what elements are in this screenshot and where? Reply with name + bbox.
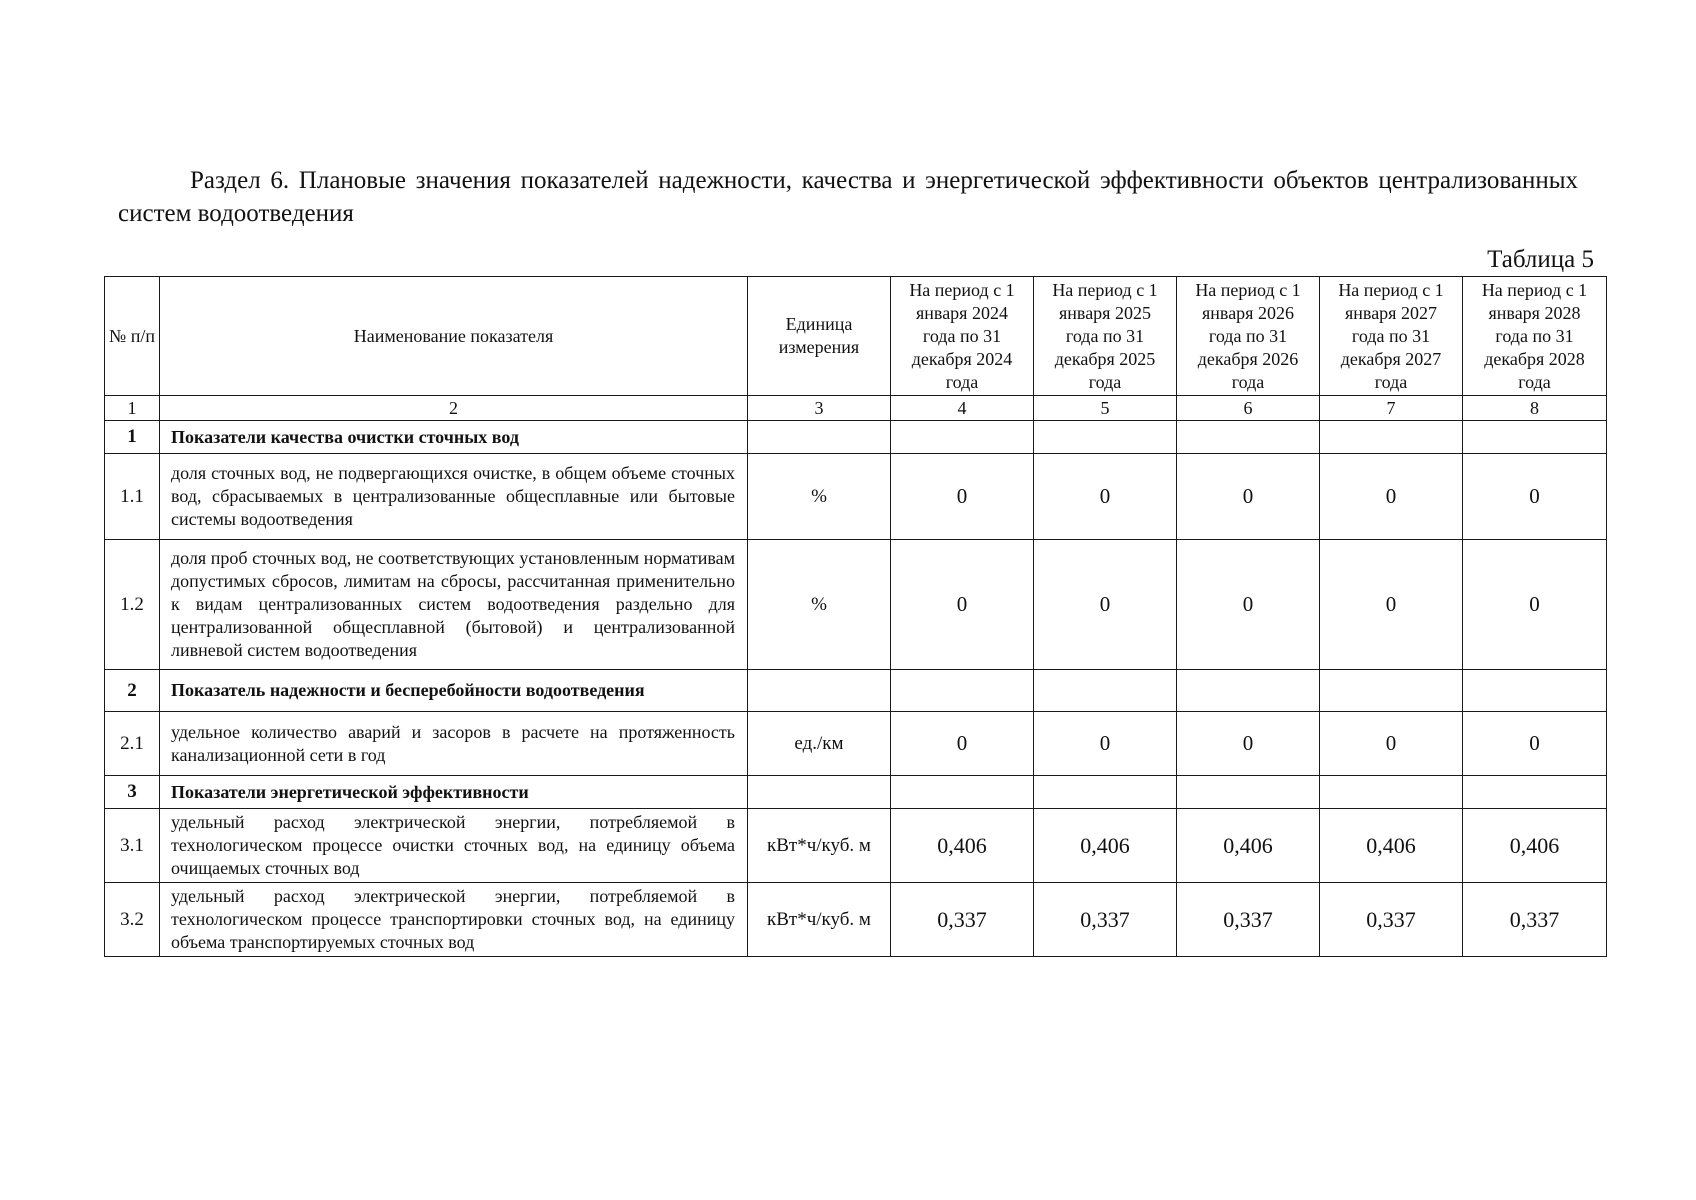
value-cell: 0 bbox=[1034, 540, 1177, 670]
value-cell: 0,337 bbox=[1177, 883, 1320, 957]
value-cell: 0 bbox=[1177, 712, 1320, 776]
section-title: Показатели энергетической эффективности bbox=[160, 776, 748, 809]
section-row bbox=[105, 776, 1607, 809]
table-row bbox=[105, 809, 1607, 883]
value-cell: 0 bbox=[891, 454, 1034, 540]
row-number: 1.2 bbox=[105, 540, 160, 670]
value-cell: 0 bbox=[891, 540, 1034, 670]
indicator-name: доля проб сточных вод, не соответствующих установленным нормативам допустимых сбросов, лимитам на сбросы, рассчитанная применительно к видам централизованных систем водоотведения раздельно для централизованной общесплавной (бытовой) и централизованной ливневой систем водоотведения bbox=[160, 540, 748, 670]
table-row bbox=[105, 712, 1607, 776]
value-cell: 0,406 bbox=[1177, 809, 1320, 883]
section-heading: Раздел 6. Плановые значения показателей надежности, качества и энергетической эффективности объектов централизованных систем водоотведения bbox=[118, 167, 1578, 227]
header-unit: Единица измерения bbox=[748, 277, 891, 396]
header-period-2028: На период с 1 января 2028 года по 31 декабря 2028 года bbox=[1463, 277, 1607, 396]
row-number: 2.1 bbox=[105, 712, 160, 776]
table-row bbox=[105, 454, 1607, 540]
unit-cell: % bbox=[748, 454, 891, 540]
value-cell: 0,406 bbox=[1034, 809, 1177, 883]
table-caption: Таблица 5 bbox=[1487, 246, 1594, 273]
column-number: 4 bbox=[891, 396, 1034, 421]
row-number: 1 bbox=[105, 421, 160, 454]
section-row bbox=[105, 421, 1607, 454]
table-row bbox=[105, 883, 1607, 957]
indicator-name: удельное количество аварий и засоров в расчете на протяженность канализационной сети в год bbox=[160, 712, 748, 776]
row-number: 3 bbox=[105, 776, 160, 809]
column-number-row bbox=[105, 396, 1607, 421]
header-period-2025: На период с 1 января 2025 года по 31 декабря 2025 года bbox=[1034, 277, 1177, 396]
row-number: 2 bbox=[105, 670, 160, 712]
section-title: Показатели качества очистки сточных вод bbox=[160, 421, 748, 454]
value-cell: 0,337 bbox=[1320, 883, 1463, 957]
column-number: 3 bbox=[748, 396, 891, 421]
value-cell: 0,406 bbox=[1320, 809, 1463, 883]
indicator-name: удельный расход электрической энергии, потребляемой в технологическом процессе очистки сточных вод, на единицу объема очищаемых сточных вод bbox=[160, 809, 748, 883]
table-row bbox=[105, 540, 1607, 670]
column-number: 5 bbox=[1034, 396, 1177, 421]
column-number: 6 bbox=[1177, 396, 1320, 421]
section-row bbox=[105, 670, 1607, 712]
value-cell: 0 bbox=[891, 712, 1034, 776]
value-cell: 0 bbox=[1177, 454, 1320, 540]
unit-cell: кВт*ч/куб. м bbox=[748, 883, 891, 957]
section-title: Показатель надежности и бесперебойности водоотведения bbox=[160, 670, 748, 712]
value-cell: 0 bbox=[1463, 712, 1607, 776]
value-cell: 0 bbox=[1177, 540, 1320, 670]
unit-cell: % bbox=[748, 540, 891, 670]
row-number: 3.1 bbox=[105, 809, 160, 883]
row-number: 1.1 bbox=[105, 454, 160, 540]
value-cell: 0 bbox=[1463, 454, 1607, 540]
unit-cell: ед./км bbox=[748, 712, 891, 776]
row-number: 3.2 bbox=[105, 883, 160, 957]
value-cell: 0,337 bbox=[1034, 883, 1177, 957]
value-cell: 0 bbox=[1320, 540, 1463, 670]
value-cell: 0,337 bbox=[1463, 883, 1607, 957]
value-cell: 0 bbox=[1320, 712, 1463, 776]
value-cell: 0 bbox=[1034, 454, 1177, 540]
header-number: № п/п bbox=[105, 277, 160, 396]
value-cell: 0 bbox=[1034, 712, 1177, 776]
value-cell: 0 bbox=[1463, 540, 1607, 670]
header-name: Наименование показателя bbox=[160, 277, 748, 396]
column-number: 7 bbox=[1320, 396, 1463, 421]
indicator-name: удельный расход электрической энергии, потребляемой в технологическом процессе транспортировки сточных вод, на единицу объема транспортируемых сточных вод bbox=[160, 883, 748, 957]
value-cell: 0 bbox=[1320, 454, 1463, 540]
column-number: 2 bbox=[160, 396, 748, 421]
unit-cell: кВт*ч/куб. м bbox=[748, 809, 891, 883]
header-period-2026: На период с 1 января 2026 года по 31 декабря 2026 года bbox=[1177, 277, 1320, 396]
header-period-2024: На период с 1 января 2024 года по 31 декабря 2024 года bbox=[891, 277, 1034, 396]
value-cell: 0,406 bbox=[1463, 809, 1607, 883]
indicator-name: доля сточных вод, не подвергающихся очистке, в общем объеме сточных вод, сбрасываемых в централизованные общесплавные или бытовые системы водоотведения bbox=[160, 454, 748, 540]
indicators-table bbox=[104, 276, 1607, 957]
column-number: 1 bbox=[105, 396, 160, 421]
value-cell: 0,337 bbox=[891, 883, 1034, 957]
value-cell: 0,406 bbox=[891, 809, 1034, 883]
column-number: 8 bbox=[1463, 396, 1607, 421]
header-period-2027: На период с 1 января 2027 года по 31 декабря 2027 года bbox=[1320, 277, 1463, 396]
